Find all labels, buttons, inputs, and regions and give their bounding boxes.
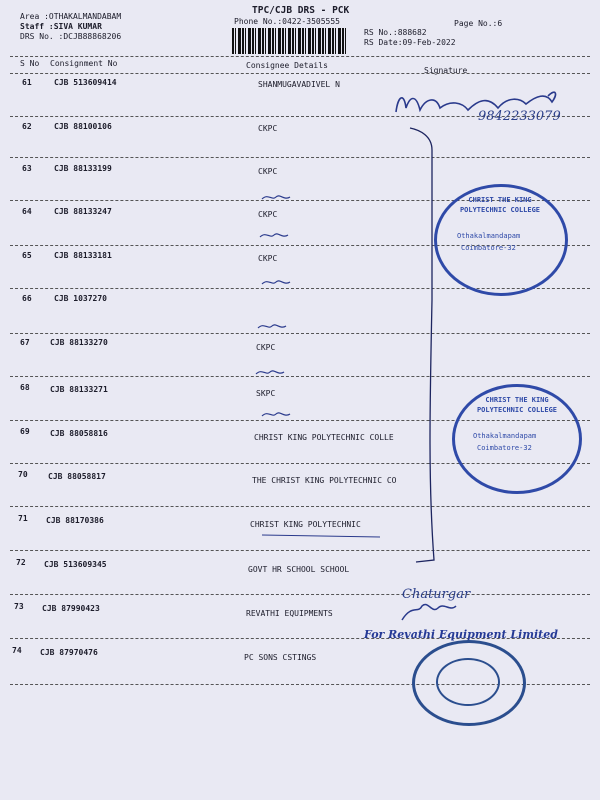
row-consignment: CJB 88100106 <box>54 122 112 131</box>
initials-signature <box>258 325 286 328</box>
row-consignee: CKPC <box>258 254 278 263</box>
bracket-line <box>410 128 434 562</box>
row-consignment: CJB 88058817 <box>48 472 106 481</box>
seal-place: Othakalmandapam <box>457 232 521 240</box>
row-consignee: CKPC <box>258 124 278 133</box>
row-consignment: CJB 88133270 <box>50 338 108 347</box>
row-consignment: CJB 88133247 <box>54 207 112 216</box>
row-consignment: CJB 88133199 <box>54 164 112 173</box>
row-sno: 63 <box>22 164 32 173</box>
col-header-sno: S No <box>20 59 40 68</box>
row-consignment: CJB 88170386 <box>46 516 104 525</box>
seal-college-name: CHRIST THE KING POLYTECHNIC COLLEGE <box>476 396 558 414</box>
initials-signature <box>262 413 290 416</box>
row-sno: 73 <box>14 602 24 611</box>
document-title: TPC/CJB DRS - PCK <box>252 5 350 16</box>
rs-date: RS Date:09-Feb-2022 <box>364 38 456 47</box>
row-sno: 72 <box>16 558 26 567</box>
row-consignment: CJB 87970476 <box>40 648 98 657</box>
signature-scribble <box>402 604 456 620</box>
row-consignee: CKPC <box>258 167 278 176</box>
row-sno: 68 <box>20 383 30 392</box>
row-consignment: CJB 87990423 <box>42 604 100 613</box>
handwritten-name: Chaturgar <box>402 587 471 602</box>
initials-signature <box>260 234 288 237</box>
row-consignment: CJB 88058816 <box>50 429 108 438</box>
row-consignee: CKPC <box>258 210 278 219</box>
page-number: Page No.:6 <box>454 19 503 28</box>
row-sno: 61 <box>22 78 32 87</box>
row-consignment: CJB 88133181 <box>54 251 112 260</box>
handwritten-phone: 9842233079 <box>478 109 561 124</box>
row-consignee: CKPC <box>256 343 276 352</box>
drs-number: DRS No. :DCJB88868206 <box>20 32 122 41</box>
college-seal <box>452 384 582 494</box>
row-sno: 66 <box>22 294 32 303</box>
row-consignment: CJB 88133271 <box>50 385 108 394</box>
seal-city: Coimbatore-32 <box>477 444 532 452</box>
row-sno: 69 <box>20 427 30 436</box>
area-label: Area :OTHAKALMANDABAM <box>20 12 122 21</box>
row-consignee: GOVT HR SCHOOL SCHOOL <box>248 565 350 574</box>
row-consignee: REVATHI EQUIPMENTS <box>246 609 333 618</box>
initials-signature <box>256 371 284 374</box>
row-sno: 71 <box>18 514 28 523</box>
row-sno: 70 <box>18 470 28 479</box>
seal-college-name: CHRIST THE KING POLYTECHNIC COLLEGE <box>459 196 541 214</box>
row-consignment: CJB 513609345 <box>44 560 107 569</box>
company-round-seal-inner <box>436 658 500 706</box>
staff-label: Staff :SIVA KUMAR <box>20 22 102 31</box>
initials-signature <box>262 196 290 199</box>
college-seal <box>434 184 568 296</box>
row-consignee: CHRIST KING POLYTECHNIC <box>250 520 361 529</box>
row-consignment: CJB 1037270 <box>54 294 107 303</box>
underline-mark <box>262 535 380 537</box>
rs-number: RS No.:888682 <box>364 28 427 37</box>
col-header-signature: Signature <box>424 66 468 75</box>
seal-place: Othakalmandapam <box>473 432 537 440</box>
initials-signature <box>262 281 290 284</box>
row-sno: 62 <box>22 122 32 131</box>
col-header-consignee: Consignee Details <box>246 61 328 70</box>
row-consignee: THE CHRIST KING POLYTECHNIC CO <box>252 476 397 485</box>
row-sno: 64 <box>22 207 32 216</box>
row-consignee: SHANMUGAVADIVEL N <box>258 80 340 89</box>
col-header-consignment: Consignment No <box>50 59 118 68</box>
phone-number: Phone No.:0422-3505555 <box>234 17 340 26</box>
row-consignee: PC SONS CSTINGS <box>244 653 317 662</box>
company-stamp-text: For Revathi Equipment Limited <box>364 628 558 641</box>
row-consignee: SKPC <box>256 389 276 398</box>
row-consignee: CHRIST KING POLYTECHNIC COLLE <box>254 433 394 442</box>
row-sno: 74 <box>12 646 22 655</box>
row-sno: 67 <box>20 338 30 347</box>
row-sno: 65 <box>22 251 32 260</box>
seal-city: Coimbatore-32 <box>461 244 516 252</box>
row-consignment: CJB 513609414 <box>54 78 117 87</box>
